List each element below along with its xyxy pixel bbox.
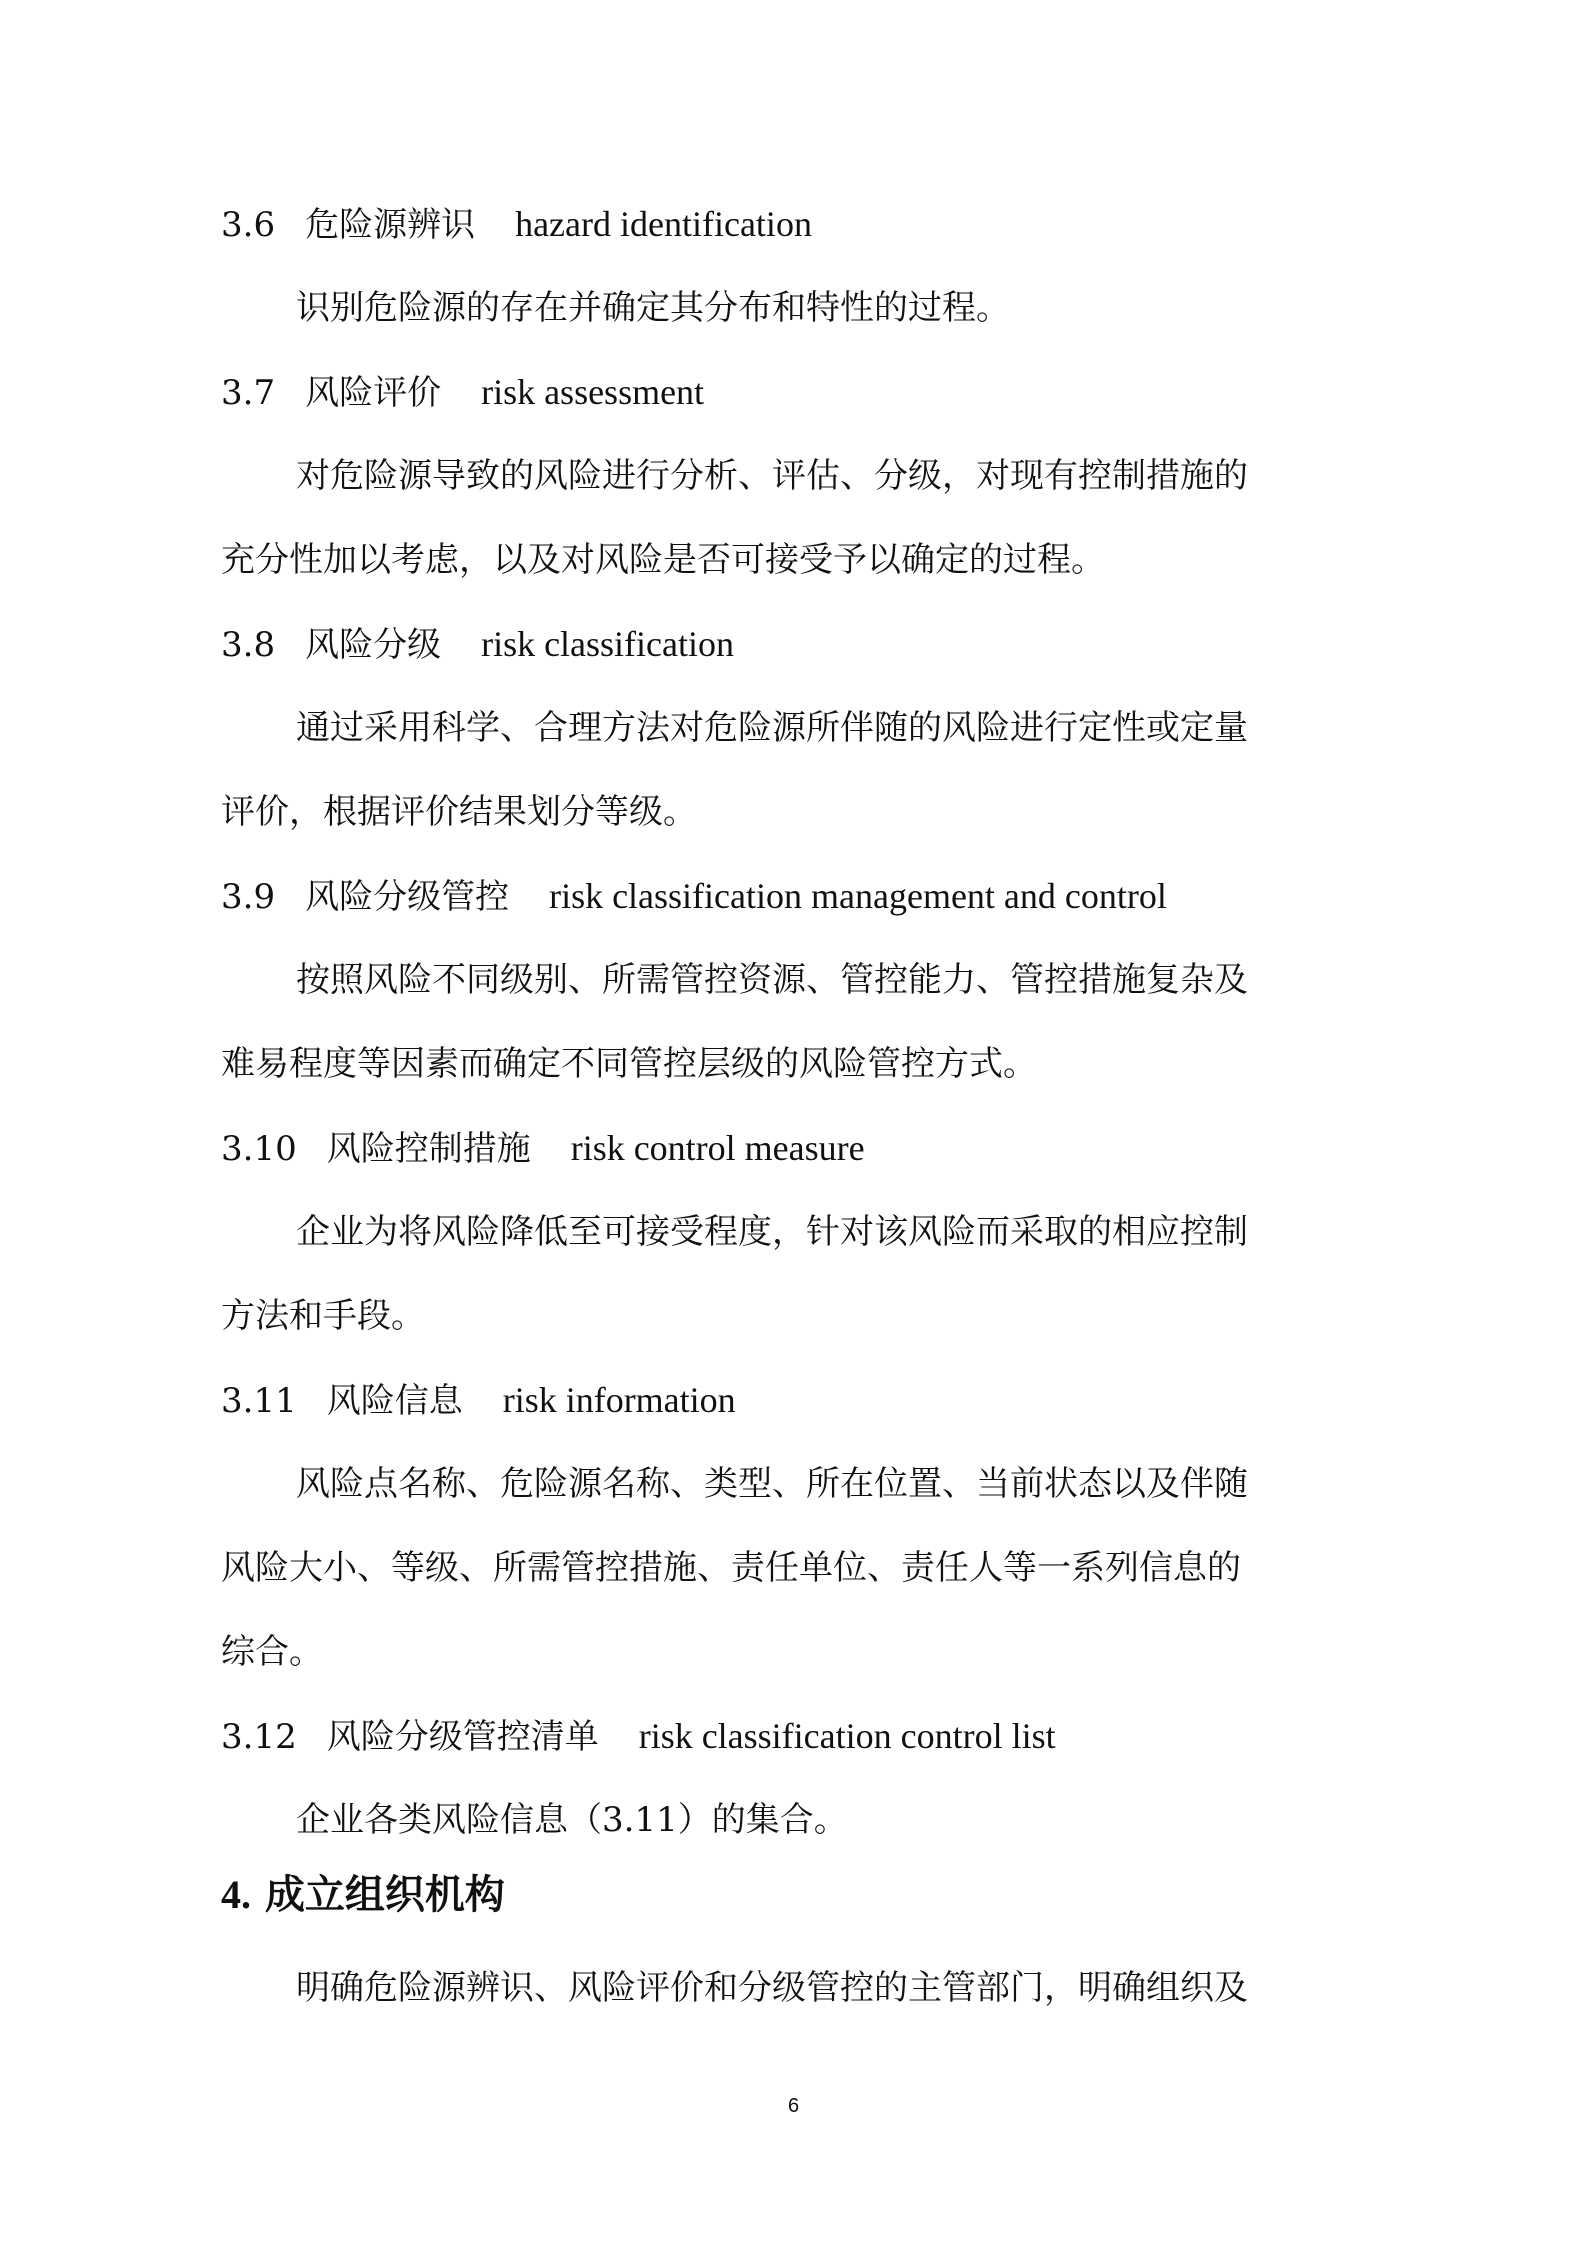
term-english: hazard identification bbox=[515, 204, 812, 244]
term-definition-line: 识别危险源的存在并确定其分布和特性的过程。 bbox=[296, 288, 1010, 328]
section-body-line: 明确危险源辨识、风险评价和分级管控的主管部门，明确组织及 bbox=[296, 1968, 1248, 2008]
term-chinese: 风险评价 bbox=[305, 373, 442, 413]
term-english: risk classification management and control bbox=[549, 876, 1167, 916]
term-number: 3.11 bbox=[221, 1381, 297, 1421]
term-chinese: 风险信息 bbox=[326, 1381, 463, 1421]
term-definition-line: 对危险源导致的风险进行分析、评估、分级，对现有控制措施的 bbox=[296, 456, 1248, 496]
term-english: risk assessment bbox=[481, 372, 705, 412]
term-definition-line: 方法和手段。 bbox=[221, 1296, 425, 1336]
term-heading-3-8 bbox=[221, 620, 734, 669]
term-definition-line: 风险大小、等级、所需管控措施、责任单位、责任人等一系列信息的 bbox=[221, 1548, 1241, 1588]
term-english: risk information bbox=[502, 1380, 736, 1420]
term-chinese: 风险分级 bbox=[305, 625, 442, 665]
term-number: 3.12 bbox=[221, 1717, 297, 1757]
term-definition-line: 难易程度等因素而确定不同管控层级的风险管控方式。 bbox=[221, 1044, 1037, 1084]
term-number: 3.10 bbox=[221, 1129, 297, 1169]
term-chinese: 风险分级管控清单 bbox=[326, 1717, 599, 1757]
term-definition-line: 综合。 bbox=[221, 1632, 323, 1672]
term-definition-line: 评价，根据评价结果划分等级。 bbox=[221, 792, 697, 832]
term-definition-line: 风险点名称、危险源名称、类型、所在位置、当前状态以及伴随 bbox=[296, 1464, 1248, 1504]
term-english: risk classification bbox=[481, 624, 735, 664]
section-number: 4. bbox=[221, 1872, 251, 1917]
term-definition-line: 通过采用科学、合理方法对危险源所伴随的风险进行定性或定量 bbox=[296, 708, 1248, 748]
term-definition-line: 充分性加以考虑，以及对风险是否可接受予以确定的过程。 bbox=[221, 540, 1105, 580]
term-definition-line: 按照风险不同级别、所需管控资源、管控能力、管控措施复杂及 bbox=[296, 960, 1248, 1000]
term-heading-3-10 bbox=[221, 1124, 865, 1173]
term-number: 3.9 bbox=[221, 877, 276, 917]
term-heading-3-9 bbox=[221, 872, 1167, 921]
term-chinese: 风险分级管控 bbox=[305, 877, 510, 917]
term-definition-line: 企业为将风险降低至可接受程度，针对该风险而采取的相应控制 bbox=[296, 1212, 1248, 1252]
section-title: 成立组织机构 bbox=[264, 1871, 505, 1918]
term-number: 3.7 bbox=[221, 373, 276, 413]
term-number: 3.8 bbox=[221, 625, 276, 665]
term-heading-3-12 bbox=[221, 1712, 1056, 1761]
term-number: 3.6 bbox=[221, 205, 276, 245]
section-heading bbox=[221, 1868, 505, 1922]
term-chinese: 风险控制措施 bbox=[326, 1129, 531, 1169]
term-heading-3-7 bbox=[221, 368, 704, 417]
term-english: risk classification control list bbox=[638, 1716, 1056, 1756]
term-definition-line: 企业各类风险信息（3.11）的集合。 bbox=[296, 1800, 848, 1840]
term-english: risk control measure bbox=[570, 1128, 865, 1168]
term-heading-3-11 bbox=[221, 1376, 736, 1425]
page-number: 6 bbox=[787, 2095, 800, 2117]
term-chinese: 危险源辨识 bbox=[305, 205, 476, 245]
term-heading-3-6 bbox=[221, 200, 812, 249]
